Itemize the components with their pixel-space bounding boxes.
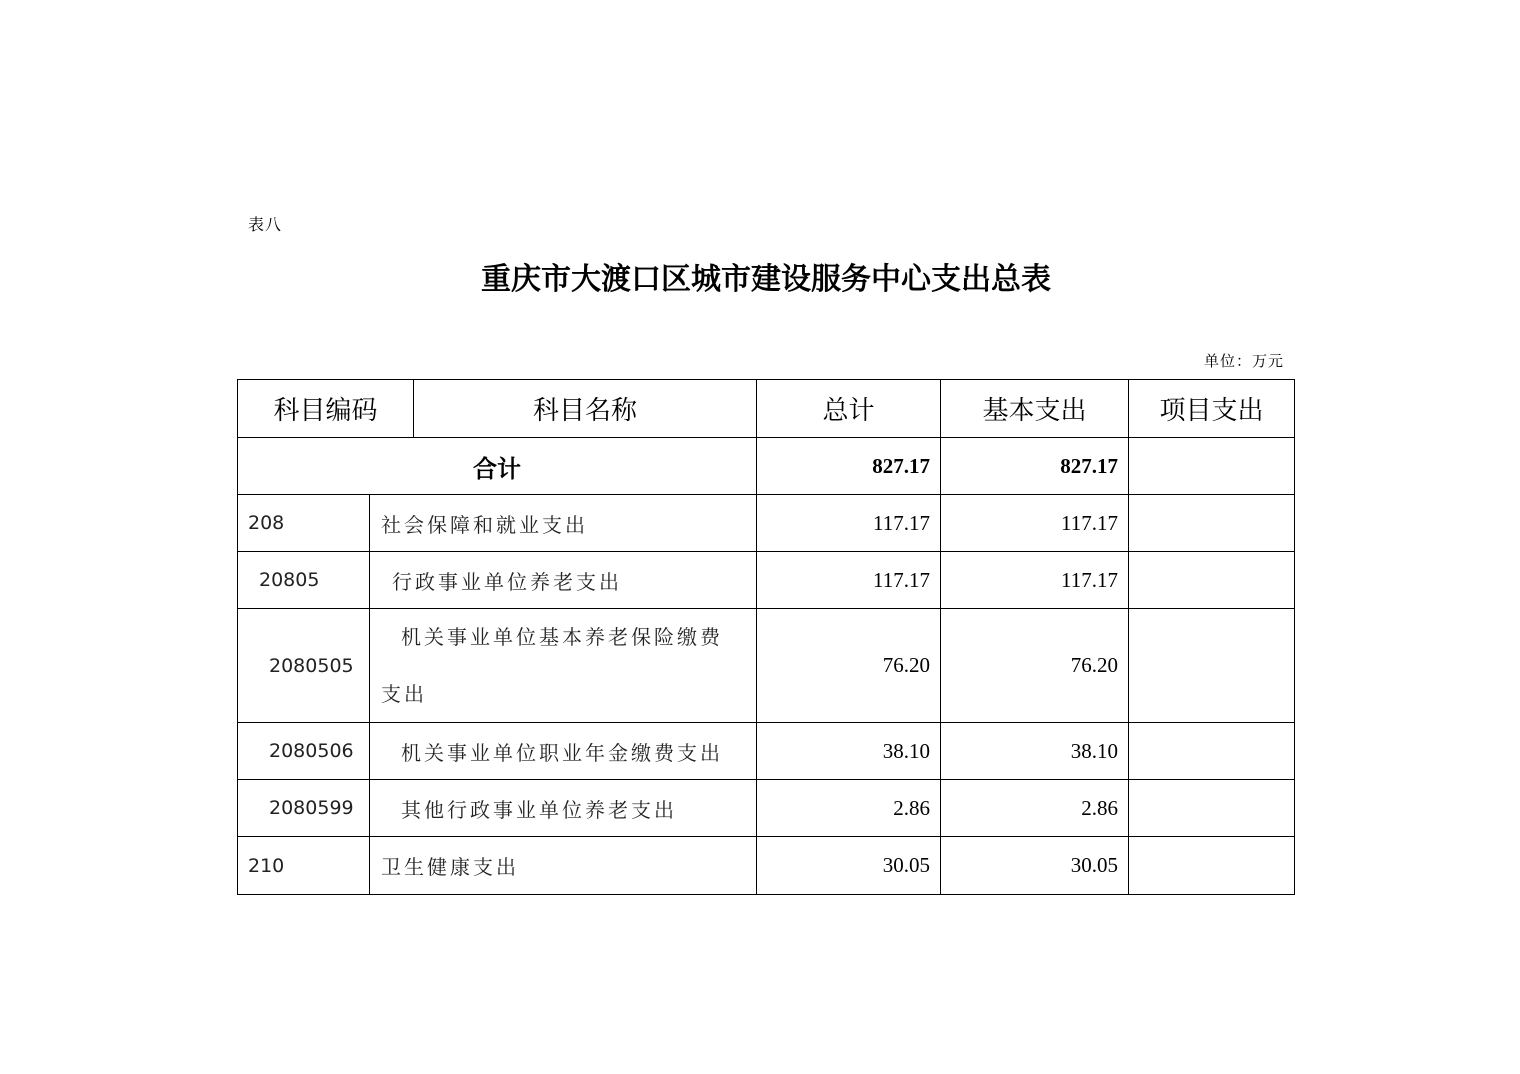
header-total: 总计 bbox=[757, 380, 941, 438]
row-code: 210 bbox=[238, 837, 370, 894]
total-row-basic: 827.17 bbox=[941, 438, 1129, 495]
row-total: 76.20 bbox=[757, 609, 941, 723]
expenditure-table bbox=[237, 379, 1295, 895]
page-title: 重庆市大渡口区城市建设服务中心支出总表 bbox=[481, 262, 1051, 297]
row-code: 2080599 bbox=[238, 780, 370, 837]
row-name: 其他行政事业单位养老支出 bbox=[370, 780, 757, 837]
row-basic: 117.17 bbox=[941, 495, 1129, 552]
row-code: 20805 bbox=[238, 552, 370, 609]
row-basic: 30.05 bbox=[941, 837, 1129, 894]
row-name: 机关事业单位基本养老保险缴费支出 bbox=[370, 609, 757, 723]
row-project bbox=[1129, 552, 1294, 609]
row-project bbox=[1129, 723, 1294, 780]
row-project bbox=[1129, 837, 1294, 894]
row-name: 行政事业单位养老支出 bbox=[370, 552, 757, 609]
row-name: 社会保障和就业支出 bbox=[370, 495, 757, 552]
row-name: 机关事业单位职业年金缴费支出 bbox=[370, 723, 757, 780]
header-name: 科目名称 bbox=[414, 380, 757, 438]
row-basic: 38.10 bbox=[941, 723, 1129, 780]
total-row-project bbox=[1129, 438, 1294, 495]
row-total: 30.05 bbox=[757, 837, 941, 894]
row-total: 117.17 bbox=[757, 552, 941, 609]
header-basic: 基本支出 bbox=[941, 380, 1129, 438]
header-project: 项目支出 bbox=[1129, 380, 1294, 438]
row-total: 2.86 bbox=[757, 780, 941, 837]
header-code: 科目编码 bbox=[238, 380, 414, 438]
row-basic: 76.20 bbox=[941, 609, 1129, 723]
total-row-total: 827.17 bbox=[757, 438, 941, 495]
row-total: 38.10 bbox=[757, 723, 941, 780]
row-code: 2080505 bbox=[238, 609, 370, 723]
row-project bbox=[1129, 495, 1294, 552]
row-total: 117.17 bbox=[757, 495, 941, 552]
total-row-label: 合计 bbox=[238, 438, 757, 495]
table-number-label: 表八 bbox=[248, 215, 283, 234]
row-code: 2080506 bbox=[238, 723, 370, 780]
row-basic: 2.86 bbox=[941, 780, 1129, 837]
row-basic: 117.17 bbox=[941, 552, 1129, 609]
unit-label: 单位：万元 bbox=[1203, 352, 1284, 370]
row-code: 208 bbox=[238, 495, 370, 552]
row-project bbox=[1129, 780, 1294, 837]
row-name: 卫生健康支出 bbox=[370, 837, 757, 894]
row-project bbox=[1129, 609, 1294, 723]
